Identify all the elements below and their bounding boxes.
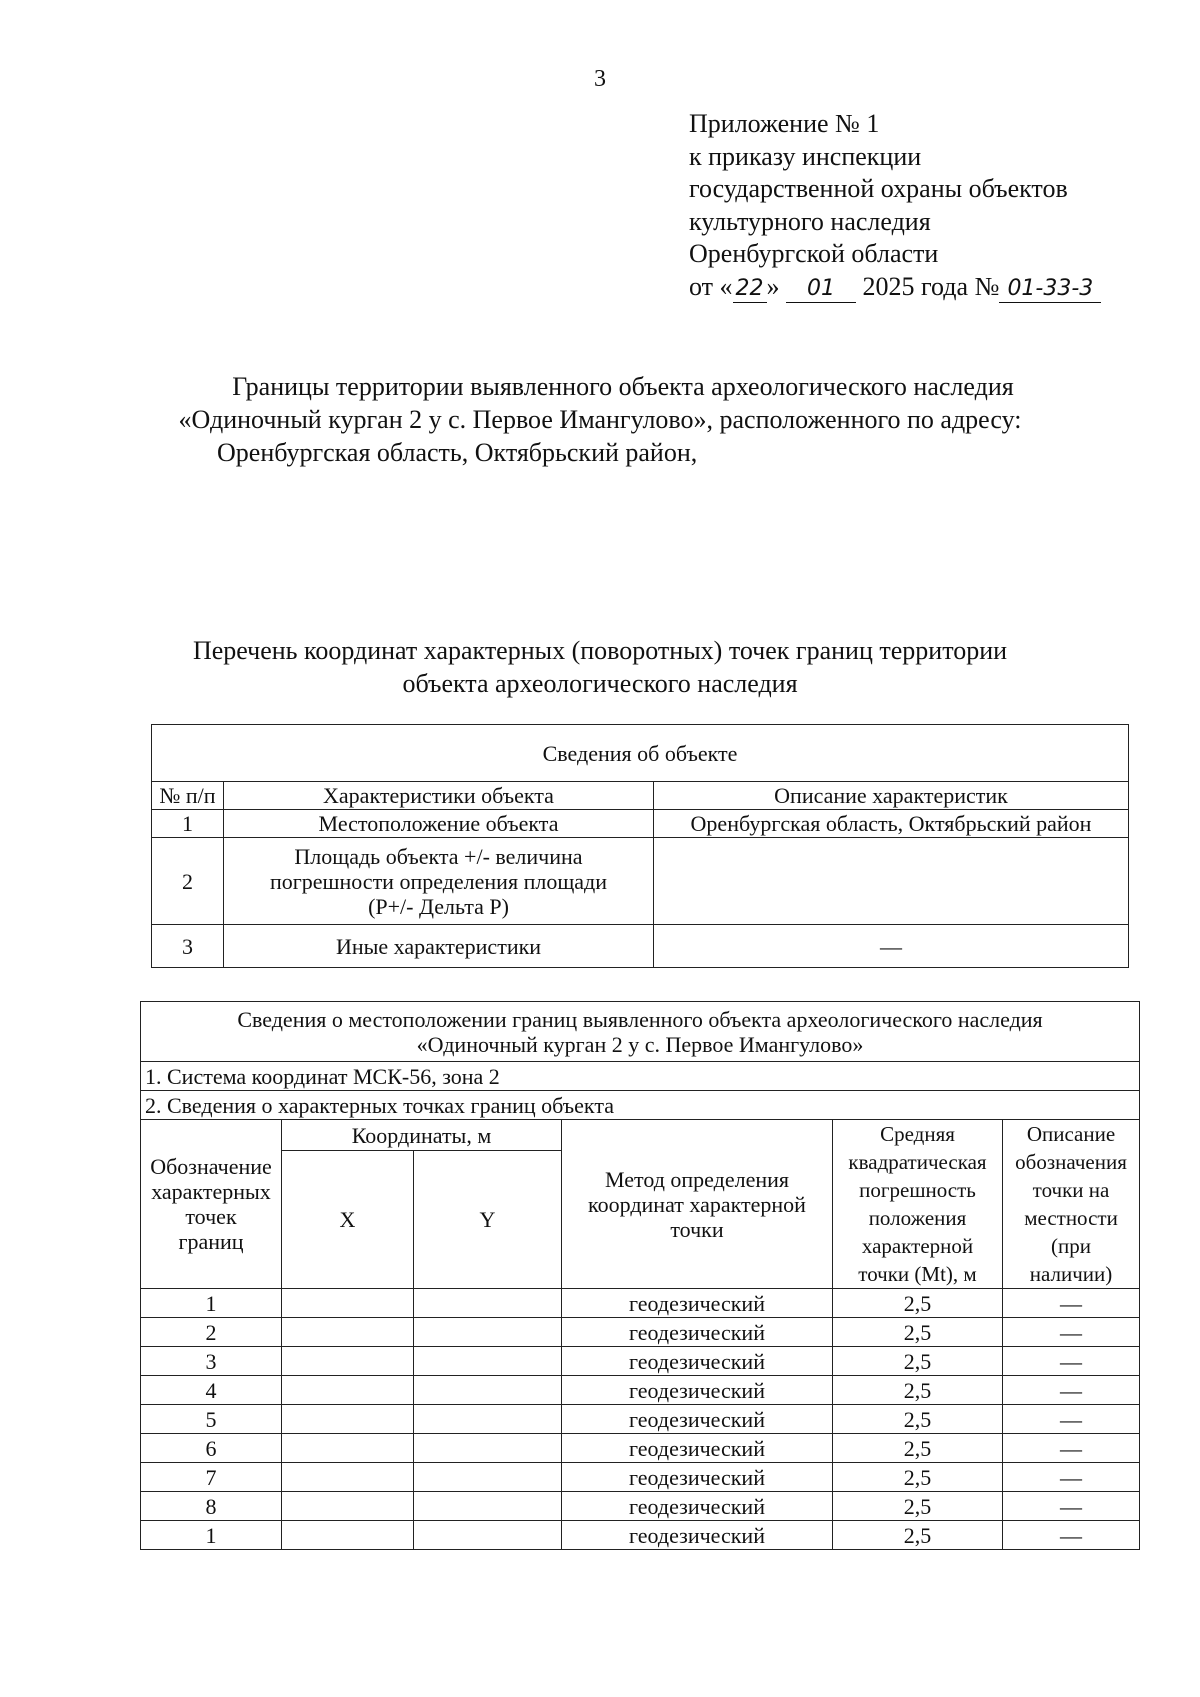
coordinate-x [282,1318,414,1347]
header-line: положения [868,1206,967,1230]
row-description: Оренбургская область, Октябрьский район [654,810,1129,838]
handwritten-month: 01 [786,276,856,303]
method: геодезический [562,1492,833,1521]
header-number: № п/п [152,782,224,810]
mean-square-error: 2,5 [833,1434,1003,1463]
method: геодезический [562,1289,833,1318]
header-description: Описание характеристик [654,782,1129,810]
table-header-row [141,1120,1140,1151]
points-title-row [141,1091,1140,1120]
table-row [152,838,1129,925]
mean-square-error: 2,5 [833,1405,1003,1434]
characteristic-line: Площадь объекта +/- величина [294,843,583,869]
boundary-title-line: «Одиночный курган 2 у с. Первое Имангулово», расположенного по адресу: [178,405,1022,434]
point-description: — [1003,1405,1140,1434]
row-characteristic: Иные характеристики [224,925,654,968]
header-line: обозначения [1015,1150,1127,1174]
location-caption [141,1002,1140,1062]
table-header-row [152,782,1129,810]
mean-square-error: 2,5 [833,1289,1003,1318]
mean-square-error: 2,5 [833,1347,1003,1376]
header-line: точки [670,1216,724,1242]
coordinate-system-row [141,1062,1140,1091]
header-line: характерной [861,1234,974,1258]
table-row [141,1318,1140,1347]
point-description: — [1003,1521,1140,1550]
coordinate-x [282,1289,414,1318]
header-line: местности [1024,1206,1118,1230]
location-caption-line: Сведения о местоположении границ выявленного объекта археологического наследия [237,1006,1043,1032]
header-y: Y [414,1151,562,1289]
boundary-title [0,370,1200,469]
coordinate-x [282,1463,414,1492]
row-characteristic [224,838,654,925]
coordinate-y [414,1376,562,1405]
coordinate-system: 1. Система координат МСК-56, зона 2 [141,1062,1140,1091]
point-description: — [1003,1347,1140,1376]
header-line: Описание [1026,1122,1116,1146]
point-description: — [1003,1434,1140,1463]
appendix-line: культурного наследия [689,206,931,236]
mean-square-error: 2,5 [833,1521,1003,1550]
table-row [141,1463,1140,1492]
table-caption-row [141,1002,1140,1062]
method: геодезический [562,1463,833,1492]
row-description: — [654,925,1129,968]
table-row [141,1376,1140,1405]
list-title-line: Перечень координат характерных (поворотных) точек границ территории [192,636,1008,665]
point-description: — [1003,1376,1140,1405]
point-designation: 2 [141,1318,282,1347]
appendix-line: Приложение № 1 [689,109,880,138]
boundary-title-line: Оренбургская область, Октябрьский район, [217,438,698,467]
point-designation: 6 [141,1434,282,1463]
coordinate-y [414,1289,562,1318]
row-number: 1 [152,810,224,838]
mean-square-error: 2,5 [833,1492,1003,1521]
method: геодезический [562,1521,833,1550]
row-number: 3 [152,925,224,968]
coordinate-y [414,1463,562,1492]
header-characteristic: Характеристики объекта [224,782,654,810]
coordinate-x [282,1376,414,1405]
coordinate-y [414,1347,562,1376]
table-row [152,810,1129,838]
coordinate-y [414,1521,562,1550]
mean-square-error: 2,5 [833,1376,1003,1405]
characteristic-line: (Р+/- Дельта Р) [368,893,509,919]
header-line: погрешность [859,1178,976,1202]
header-line: характерных [151,1179,271,1204]
point-designation: 1 [141,1289,282,1318]
point-description: — [1003,1318,1140,1347]
row-characteristic: Местоположение объекта [224,810,654,838]
mean-square-error: 2,5 [833,1463,1003,1492]
header-line: Средняя [880,1122,955,1146]
handwritten-day: 22 [733,276,767,303]
point-description: — [1003,1492,1140,1521]
header-line: точек [185,1204,237,1229]
method: геодезический [562,1318,833,1347]
mean-square-error: 2,5 [833,1318,1003,1347]
coordinate-x [282,1521,414,1550]
table-row [141,1405,1140,1434]
date-prefix: от « [689,271,733,301]
appendix-line: государственной охраны объектов [689,174,1068,203]
header-line: Обозначение [150,1154,272,1179]
header-error [833,1120,1003,1289]
point-designation: 3 [141,1347,282,1376]
page-number: 3 [594,66,606,92]
points-title: 2. Сведения о характерных точках границ объекта [141,1091,1140,1120]
point-designation: 8 [141,1492,282,1521]
method: геодезический [562,1376,833,1405]
coordinate-y [414,1434,562,1463]
boundary-location-table [140,1001,1140,1550]
header-line: координат характерной [588,1191,806,1217]
object-info-table [151,724,1129,968]
coordinates-list-title [0,634,1200,700]
characteristic-line: погрешности определения площади [269,868,607,894]
table-row [141,1434,1140,1463]
location-caption-line: «Одиночный курган 2 у с. Первое Имангулово» [416,1031,864,1057]
point-description: — [1003,1289,1140,1318]
appendix-line: Оренбургской области [689,239,939,268]
header-description [1003,1120,1140,1289]
table-row [152,925,1129,968]
header-x: X [282,1151,414,1289]
header-point-designation [141,1120,282,1289]
row-description [654,838,1129,925]
header-line: границ [178,1229,244,1254]
header-method [562,1120,833,1289]
point-designation: 1 [141,1521,282,1550]
point-designation: 4 [141,1376,282,1405]
row-number: 2 [152,838,224,925]
header-line: точки на [1032,1178,1110,1202]
appendix-date-line [689,271,1101,304]
method: геодезический [562,1434,833,1463]
coordinate-x [282,1405,414,1434]
header-line: (при [1051,1234,1091,1258]
date-year: 2025 года № [862,271,1000,301]
table-row [141,1492,1140,1521]
table-row [141,1347,1140,1376]
table-row [141,1521,1140,1550]
handwritten-order-number: 01-33-3 [999,276,1101,303]
point-designation: 7 [141,1463,282,1492]
header-line: квадратическая [848,1150,987,1174]
table-row [141,1289,1140,1318]
appendix-header [689,108,1101,303]
point-designation: 5 [141,1405,282,1434]
header-line: наличии) [1029,1262,1113,1286]
coordinate-y [414,1405,562,1434]
date-mid: » [766,271,780,301]
header-coordinates: Координаты, м [282,1120,562,1151]
header-line: точки (Mt), м [858,1262,977,1286]
table-caption-row [152,725,1129,782]
coordinate-x [282,1347,414,1376]
coordinate-y [414,1318,562,1347]
method: геодезический [562,1347,833,1376]
header-line: Метод определения [604,1166,790,1192]
list-title-line: объекта археологического наследия [402,669,798,698]
method: геодезический [562,1405,833,1434]
coordinate-x [282,1434,414,1463]
boundary-title-line: Границы территории выявленного объекта археологического наследия [232,372,1014,401]
point-description: — [1003,1463,1140,1492]
object-info-caption: Сведения об объекте [152,725,1129,782]
appendix-line: к приказу инспекции [689,141,922,171]
coordinate-y [414,1492,562,1521]
coordinate-x [282,1492,414,1521]
point-rows [141,1289,1140,1550]
